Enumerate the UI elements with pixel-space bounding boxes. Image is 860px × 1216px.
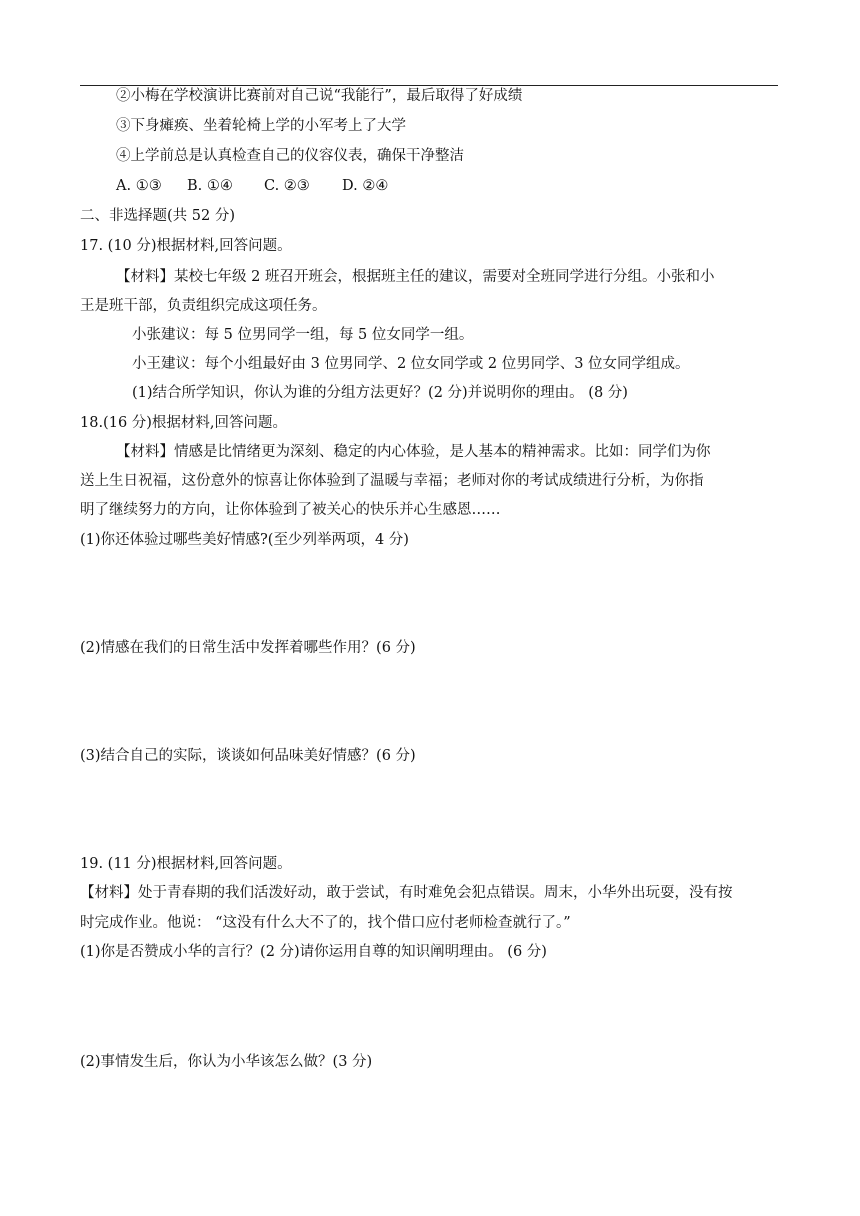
q17-wang-suggestion: 小王建议：每个小组最好由 3 位男同学、2 位女同学或 2 位男同学、3 位女同学组成。 [132, 356, 690, 372]
q19-subquestion-2: (2)事情发生后，你认为小华该怎么做？(3 分) [80, 1054, 373, 1070]
q18-heading: 18.(16 分)根据材料,回答问题。 [80, 415, 288, 431]
header-rule [80, 85, 778, 86]
section-title: 二、非选择题(共 52 分) [80, 208, 235, 224]
choice-item-2: ②小梅在学校演讲比赛前对自己说“我能行”，最后取得了好成绩 [116, 88, 523, 104]
choice-item-3: ③下身瘫痪、坐着轮椅上学的小军考上了大学 [116, 118, 406, 134]
q17-material-line: 【材料】某校七年级 2 班召开班会，根据班主任的建议，需要对全班同学进行分组。小张和小 [116, 269, 715, 285]
option-d: D. ②④ [342, 178, 389, 194]
option-b: B. ①④ [187, 178, 233, 194]
q17-question: (1)结合所学知识，你认为谁的分组方法更好？(2 分)并说明你的理由。 (8 分) [132, 385, 628, 401]
q17-material-line: 王是班干部，负责组织完成这项任务。 [80, 298, 327, 314]
q18-material-line: 明了继续努力的方向，让你体验到了被关心的快乐并心生感恩…… [80, 502, 501, 518]
option-a: A. ①③ [116, 178, 162, 194]
q18-subquestion-3: (3)结合自己的实际，谈谈如何品味美好情感？(6 分) [80, 748, 416, 764]
q18-subquestion-1: (1)你还体验过哪些美好情感?(至少列举两项，4 分) [80, 532, 409, 548]
choice-item-4: ④上学前总是认真检查自己的仪容仪表，确保干净整洁 [116, 148, 464, 164]
q17-zhang-suggestion: 小张建议：每 5 位男同学一组，每 5 位女同学一组。 [132, 327, 474, 343]
q18-material-line: 【材料】情感是比情绪更为深刻、稳定的内心体验，是人基本的精神需求。比如：同学们为你 [116, 444, 711, 460]
q17-heading: 17. (10 分)根据材料,回答问题。 [80, 238, 292, 254]
q18-subquestion-2: (2)情感在我们的日常生活中发挥着哪些作用？(6 分) [80, 640, 416, 656]
q19-heading: 19. (11 分)根据材料,回答问题。 [80, 856, 292, 872]
q18-material-line: 送上生日祝福，这份意外的惊喜让你体验到了温暖与幸福；老师对你的考试成绩进行分析，为你指 [80, 473, 704, 489]
q19-subquestion-1: (1)你是否赞成小华的言行？(2 分)请你运用自尊的知识阐明理由。 (6 分) [80, 944, 547, 960]
option-c: C. ②③ [264, 178, 310, 194]
q19-material-line: 时完成作业。他说： “这没有什么大不了的，找个借口应付老师检查就行了。” [80, 915, 571, 931]
q19-material-line: 【材料】处于青春期的我们活泼好动，敢于尝试，有时难免会犯点错误。周末，小华外出玩耍，没有按 [80, 885, 733, 901]
